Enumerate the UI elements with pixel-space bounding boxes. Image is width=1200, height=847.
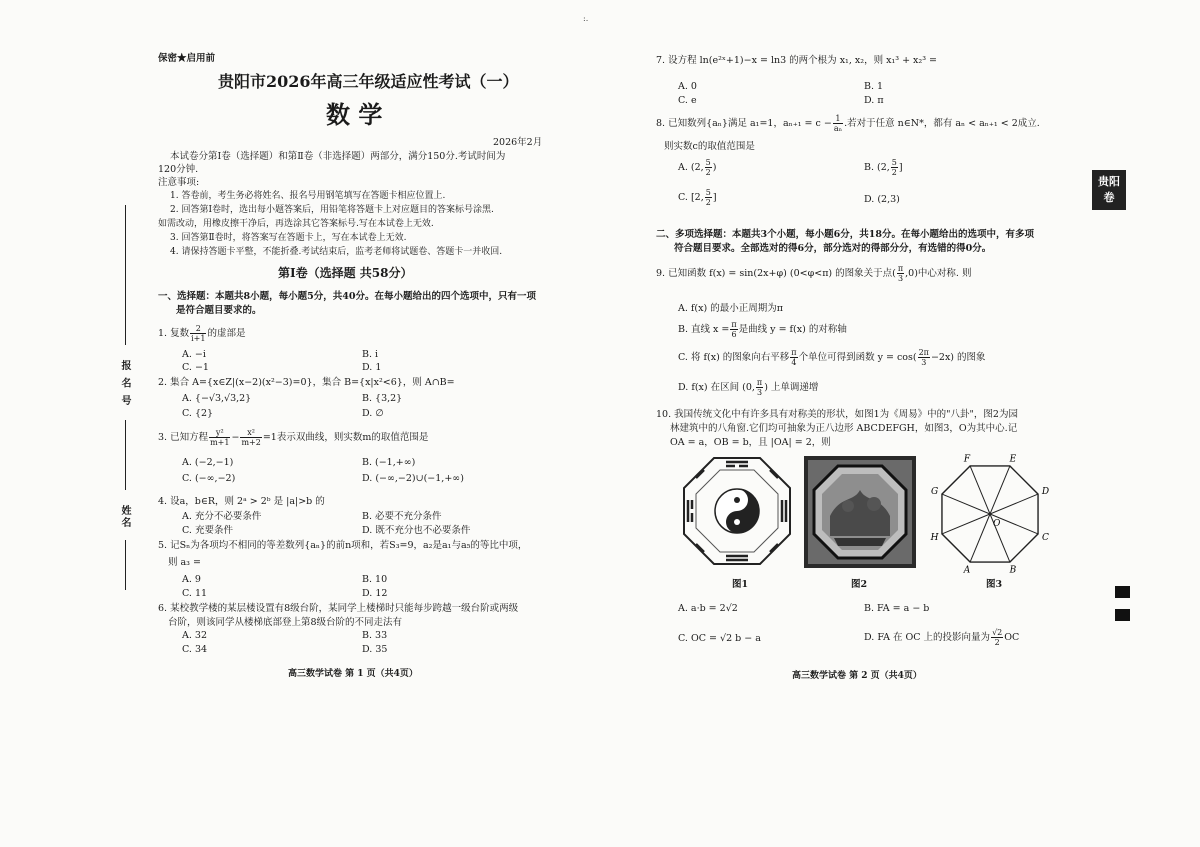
side-label-name: 姓名 — [119, 505, 130, 529]
q2-option-b[interactable]: B. {3,2} — [362, 393, 403, 404]
q2-option-c[interactable]: C. {2} — [182, 408, 214, 419]
intro-line-2: 120分钟. — [158, 164, 199, 175]
q7-option-c[interactable]: C. e — [678, 95, 697, 106]
q3-option-c[interactable]: C. (−∞,−2) — [182, 473, 236, 484]
q5-option-a[interactable]: A. 9 — [182, 574, 201, 585]
section1-heading-1: 一、选择题：本题共8小题，每小题5分，共40分。在每小题给出的四个选项中，只有一项 — [158, 291, 536, 302]
octagon-vertex-label: H — [930, 532, 939, 543]
page-1-footer: 高三数学试卷 第 1 页（共4页） — [288, 669, 418, 679]
q6-option-c[interactable]: C. 34 — [182, 644, 208, 655]
q1-option-b[interactable]: B. i — [362, 349, 379, 360]
q9-option-a[interactable]: A. f(x) 的最小正周期为π — [678, 303, 783, 314]
intro-line-5: 2. 回答第Ⅰ卷时，选出每小题答案后，用铅笔将答题卡上对应题目的答案标号涂黑. — [170, 205, 494, 215]
question-7: 7. 设方程 ln(e²ˣ+1)−x = ln3 的两个根为 x₁, x₂，则 x₁³ + x₂³ = — [656, 55, 938, 66]
intro-line-6: 如需改动，用橡皮擦干净后，再选涂其它答案标号.写在本试卷上无效. — [158, 219, 434, 229]
q8-option-d[interactable]: D. (2,3) — [864, 194, 900, 205]
page-2-footer: 高三数学试卷 第 2 页（共4页） — [792, 671, 922, 681]
section2-heading-2: 符合题目要求。全部选对的得6分，部分选对的得部分分，有选错的得0分。 — [674, 243, 992, 254]
question-10-cont: 林建筑中的八角窗.它们均可抽象为正八边形 ABCDEFGH，如图3，O为其中心.记 — [670, 423, 1018, 434]
intro-line-1: 本试卷分第Ⅰ卷（选择题）和第Ⅱ卷（非选择题）两部分，满分150分.考试时间为 — [170, 151, 506, 162]
question-4: 4. 设a，b∈R，则 2ᵃ > 2ᵇ 是 |a|>b 的 — [158, 496, 325, 507]
q10-option-b[interactable]: B. FA = a − b — [864, 603, 930, 614]
subject-title: 数 学 — [326, 100, 383, 129]
q6-option-a[interactable]: A. 32 — [182, 630, 207, 641]
side-label-number: 报 名 号 — [119, 360, 130, 407]
q4-option-d[interactable]: D. 既不充分也不必要条件 — [362, 525, 471, 536]
octagon-vertex-label: C — [1041, 532, 1049, 543]
q5-option-b[interactable]: B. 10 — [362, 574, 388, 585]
q8-option-c[interactable]: C. [2, $\frac{5}{2}$ ] — [678, 188, 717, 207]
q1-option-a[interactable]: A. −i — [182, 349, 206, 360]
q3-option-d[interactable]: D. (−∞,−2)∪(−1,+∞) — [362, 473, 464, 484]
octagon-center-label: O — [993, 519, 1001, 529]
octagon-shape — [930, 455, 1049, 576]
q6-option-d[interactable]: D. 35 — [362, 644, 388, 655]
figure-2-caption: 图2 — [851, 579, 868, 590]
octagon-vertex-label: A — [963, 565, 971, 576]
q4-option-b[interactable]: B. 必要不充分条件 — [362, 511, 442, 522]
q6-option-b[interactable]: B. 33 — [362, 630, 388, 641]
intro-line-8: 4. 请保持答题卡平整，不能折叠.考试结束后，监考老师将试题卷、答题卡一并收回. — [170, 247, 503, 257]
q3-fraction-y: $\frac{\text{y²}}{m+1}$ — [210, 428, 230, 447]
q8-fraction: $\frac{1}{\text{aₙ}}$ — [833, 114, 843, 133]
intro-line-3: 注意事项: — [158, 177, 200, 188]
q7-option-a[interactable]: A. 0 — [678, 81, 697, 92]
scan-marker-1 — [1115, 586, 1130, 598]
q9-option-c[interactable]: C. 将 f(x) 的图象向右平移 $\frac{\pi}{4}$ 个单位可得到函数 y = cos( $\frac{2\pi}{3}$ −2x) 的图象 — [678, 348, 986, 367]
q1-option-c[interactable]: C. −1 — [182, 362, 209, 373]
figure-1-bagua — [682, 456, 792, 566]
q3-option-b[interactable]: B. (−1,+∞) — [362, 457, 416, 468]
q9-fraction: $\frac{\pi}{3}$ — [897, 264, 904, 283]
header-mark: :. — [583, 14, 589, 23]
q10-option-a[interactable]: A. a·b = 2√2 — [678, 603, 738, 614]
q8-option-a[interactable]: A. (2, $\frac{5}{2}$ ) — [678, 158, 717, 177]
secret-label: 保密★启用前 — [158, 53, 216, 64]
q9-option-b[interactable]: B. 直线 x = $\frac{\pi}{6}$ 是曲线 y = f(x) 的对称轴 — [678, 320, 847, 339]
octagon-vertex-label: F — [963, 454, 971, 465]
q7-option-b[interactable]: B. 1 — [864, 81, 884, 92]
question-8: 8. 已知数列{aₙ}满足 a₁=1，aₙ₊₁ = c − $\frac{1}{\text{aₙ}}$ .若对于任意 n∈N*，都有 aₙ < aₙ₊₁ < 2成立. — [656, 114, 1040, 133]
octagon-vertex-label: E — [1009, 454, 1017, 465]
question-2: 2. 集合 A={x∈Z|(x−2)(x²−3)=0}，集合 B={x|x²<6}，则 A∩B= — [158, 377, 455, 388]
part1-title: 第Ⅰ卷（选择题 共58分） — [278, 266, 413, 280]
question-10-cont-2: OA = a，OB = b，且 |OA| = 2，则 — [670, 437, 831, 448]
question-5: 5. 记Sₙ为各项均不相同的等差数列{aₙ}的前n项和，若S₃=9，a₂是a₁与a₅的等比中项， — [158, 540, 528, 551]
q5-option-c[interactable]: C. 11 — [182, 588, 208, 599]
q2-option-d[interactable]: D. ∅ — [362, 408, 384, 419]
figure-3-octagon — [926, 452, 1054, 582]
binding-line-mid — [125, 420, 126, 490]
q1-fraction: $\frac{2}{i+1}$ — [191, 324, 206, 343]
q1-option-d[interactable]: D. 1 — [362, 362, 382, 373]
figure-2-window — [804, 456, 916, 568]
question-5-cont: 则 a₃ = — [168, 557, 201, 568]
exam-title: 贵阳市2026年高三年级适应性考试（一） — [218, 72, 519, 91]
intro-line-4: 1. 答卷前，考生务必将姓名、报名号用钢笔填写在答题卡相应位置上. — [170, 191, 446, 201]
question-10: 10. 我国传统文化中有许多具有对称美的形状，如图1为《周易》中的"八卦"，图2为园 — [656, 409, 1018, 420]
binding-line-bottom — [125, 540, 126, 590]
question-3: 3. 已知方程 $\frac{\text{y²}}{m+1}$ − $\frac{\text{x²}}{m+2}$ =1表示双曲线，则实数m的取值范围是 — [158, 428, 429, 447]
scan-marker-2 — [1115, 609, 1130, 621]
octagon-vertex-label: D — [1041, 487, 1050, 498]
question-9: 9. 已知函数 f(x) = sin(2x+φ) (0<φ<π) 的图象关于点( $\frac{\pi}{3}$ ,0)中心对称. 则 — [656, 264, 972, 283]
octagon-vertex-label: G — [930, 487, 939, 498]
question-1: 1. 复数 $\frac{2}{i+1}$ 的虚部是 — [158, 324, 246, 343]
q3-fraction-x: $\frac{\text{x²}}{m+2}$ — [241, 428, 261, 447]
octagon-vertex-label: B — [1009, 565, 1017, 576]
question-6: 6. 某校教学楼的某层楼设置有8级台阶，某同学上楼梯时只能每步跨越一级台阶或两级 — [158, 603, 519, 614]
section2-heading-1: 二、多项选择题：本题共3个小题，每小题6分，共18分。在每小题给出的选项中，有多项 — [656, 229, 1034, 240]
q9-option-d[interactable]: D. f(x) 在区间 (0, $\frac{\pi}{3}$ ) 上单调递增 — [678, 378, 819, 397]
question-8-cont: 则实数c的取值范围是 — [664, 141, 755, 152]
figure-1-caption: 图1 — [732, 579, 749, 590]
q2-option-a[interactable]: A. {−√3,√3,2} — [182, 393, 252, 404]
q7-option-d[interactable]: D. π — [864, 95, 884, 106]
q4-option-c[interactable]: C. 充要条件 — [182, 525, 233, 536]
figure-3-caption: 图3 — [986, 579, 1003, 590]
region-tag: 贵阳 卷 — [1092, 170, 1126, 210]
q10-option-c[interactable]: C. OC = √2 b − a — [678, 633, 761, 644]
section1-heading-2: 是符合题目要求的。 — [176, 305, 262, 316]
q10-option-d[interactable]: D. FA 在 OC 上的投影向量为 $\frac{√2}{2}$ OC — [864, 628, 1020, 647]
q4-option-a[interactable]: A. 充分不必要条件 — [182, 511, 262, 522]
exam-date: 2026年2月 — [493, 137, 543, 148]
q8-option-b[interactable]: B. (2, $\frac{5}{2}$ ] — [864, 158, 903, 177]
q3-option-a[interactable]: A. (−2,−1) — [182, 457, 234, 468]
binding-line-top — [125, 205, 126, 345]
question-6-cont: 台阶，则该同学从楼梯底部登上第8级台阶的不同走法有 — [168, 617, 403, 628]
q5-option-d[interactable]: D. 12 — [362, 588, 388, 599]
intro-line-7: 3. 回答第Ⅱ卷时，将答案写在答题卡上，写在本试卷上无效. — [170, 233, 407, 243]
